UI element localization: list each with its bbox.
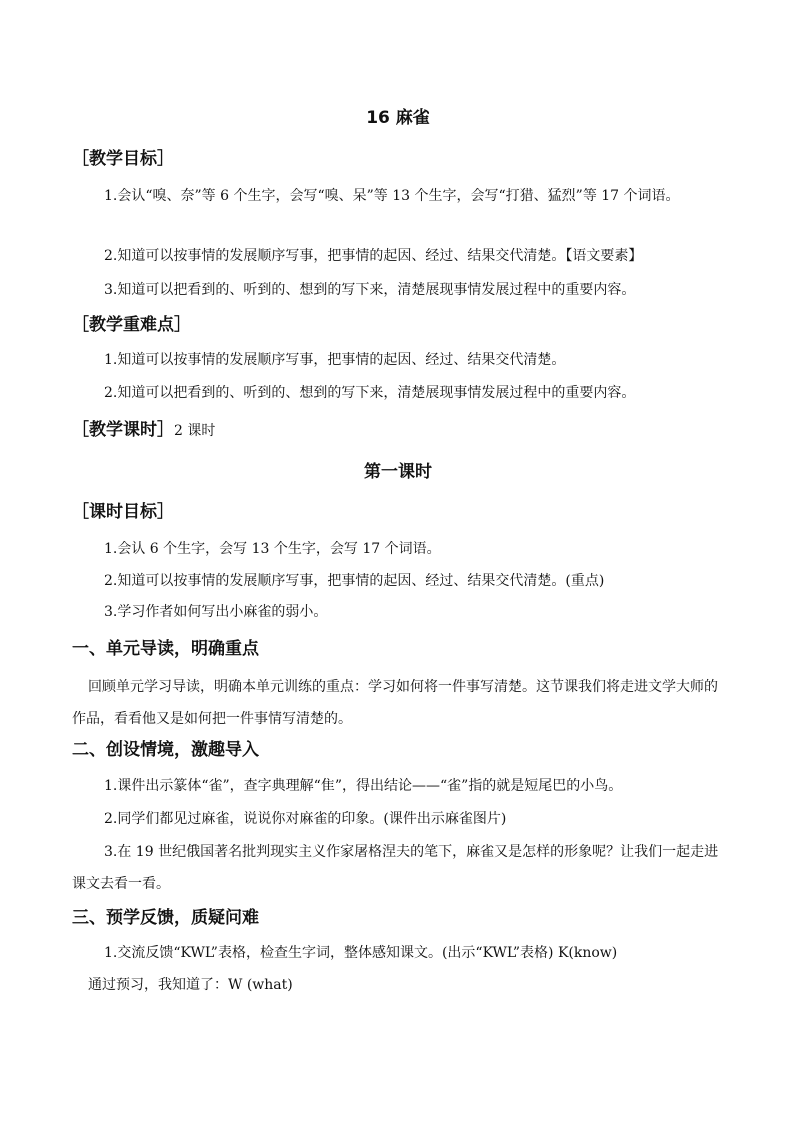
first-lesson-title: 第一课时 [364, 462, 432, 482]
lesson-goal-item: 1.会认 6 个生字，会写 13 个生字，会写 17 个词语。 [104, 541, 441, 557]
teaching-goal-item: 2.知道可以按事情的发展顺序写事，把事情的起因、经过、结果交代清楚。【语文要素】 [104, 248, 643, 264]
document-page [72, 0, 724, 1123]
teaching-goals-heading: ［教学目标］ [72, 149, 174, 169]
class-hours-line [72, 418, 215, 443]
part3-heading: 三、预学反馈，质疑问难 [72, 908, 259, 928]
lesson-goals-heading: ［课时目标］ [72, 502, 174, 522]
teaching-goal-item: 3.知道可以把看到的、听到的、想到的写下来，清楚展现事情发展过程中的重要内容。 [104, 282, 636, 298]
class-hours-heading: ［教学课时］ [72, 420, 174, 440]
part1-heading: 一、单元导读，明确重点 [72, 639, 259, 659]
key-difficulty-item: 2.知道可以把看到的、听到的、想到的写下来，清楚展现事情发展过程中的重要内容。 [104, 385, 636, 401]
lesson-goal-item: 3.学习作者如何写出小麻雀的弱小。 [104, 604, 328, 620]
part3-item: 1.交流反馈“KWL”表格，检查生字词，整体感知课文。(出示“KWL”表格) K(know) [104, 945, 618, 961]
part1-text: 回顾单元学习导读，明确本单元训练的重点：学习如何将一件事写清楚。这节课我们将走进文学大师的作品，看看他又是如何把一件事情写清楚的。 [72, 679, 718, 727]
lesson-goal-item: 2.知道可以按事情的发展顺序写事，把事情的起因、经过、结果交代清楚。(重点) [104, 573, 605, 589]
part3-item: 通过预习，我知道了：W (what) [88, 977, 293, 993]
part2-item: 1.课件出示篆体“雀”，查字典理解“隹”，得出结论——“雀”指的就是短尾巴的小鸟。 [104, 778, 623, 794]
lesson-title: 16 麻雀 [366, 108, 430, 128]
part2-heading: 二、创设情境，激趣导入 [72, 740, 259, 760]
part2-item: 3.在 19 世纪俄国著名批判现实主义作家屠格涅夫的笔下，麻雀又是怎样的形象呢？让我们一起走进课文去看一看。 [72, 844, 719, 892]
class-hours-value: 2 课时 [174, 423, 216, 439]
key-difficulty-item: 1.知道可以按事情的发展顺序写事，把事情的起因、经过、结果交代清楚。 [104, 352, 566, 368]
key-difficulties-heading: ［教学重难点］ [72, 315, 191, 335]
teaching-goal-item: 1.会认“嗅、奈”等 6 个生字，会写“嗅、呆”等 13 个生字，会写“打猎、猛烈”等 17 个词语。 [104, 188, 680, 204]
part2-item: 2.同学们都见过麻雀，说说你对麻雀的印象。(课件出示麻雀图片) [104, 811, 507, 827]
